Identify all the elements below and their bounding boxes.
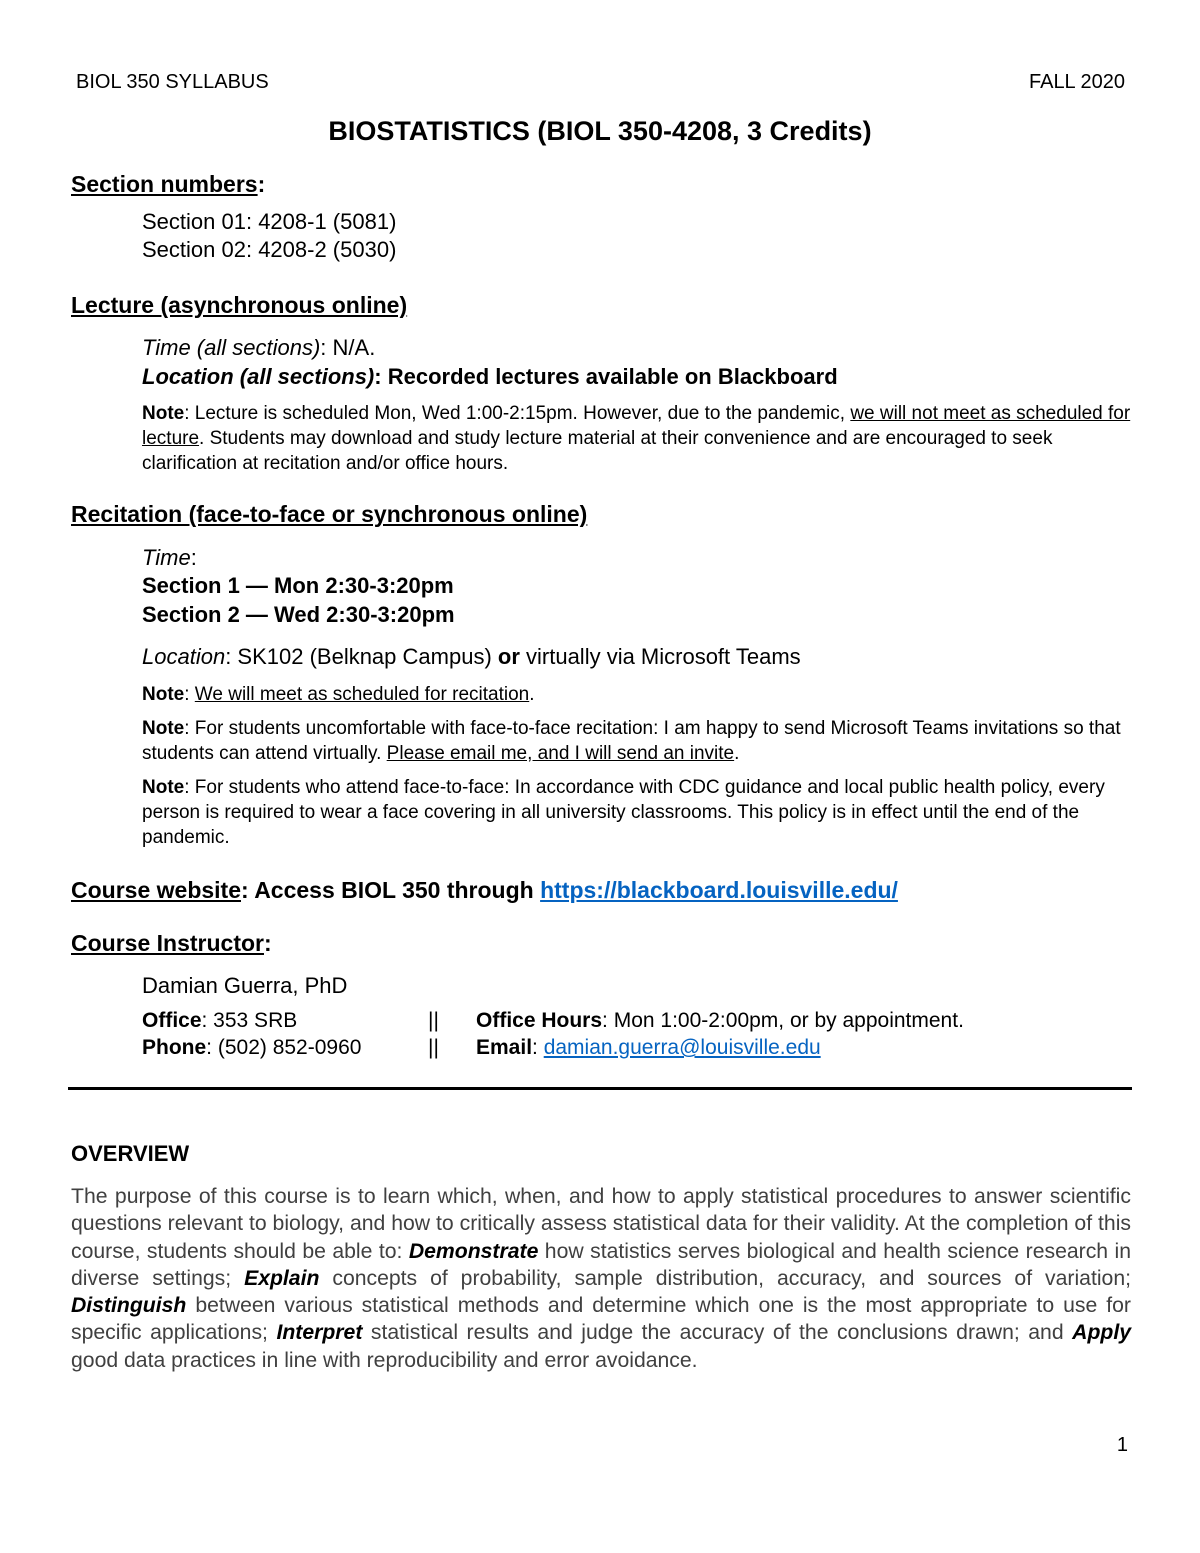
course-instructor-heading: Course Instructor:: [71, 930, 272, 956]
recitation-note-1: Note: We will meet as scheduled for recitation.: [142, 684, 535, 705]
instructor-email: Email: damian.guerra@louisville.edu: [476, 1036, 821, 1059]
overview-heading: OVERVIEW: [71, 1141, 190, 1166]
lecture-location: Location (all sections): Recorded lectures available on Blackboard: [142, 364, 838, 389]
course-website-link[interactable]: https://blackboard.louisville.edu/: [540, 877, 898, 903]
section-numbers-heading: Section numbers:: [71, 171, 266, 197]
recitation-location: Location: SK102 (Belknap Campus) or virtually via Microsoft Teams: [142, 644, 801, 669]
recitation-time-label: Time:: [142, 545, 197, 570]
recitation-section-2: Section 2 — Wed 2:30-3:20pm: [142, 602, 455, 627]
instructor-name: Damian Guerra, PhD: [142, 973, 348, 998]
section-number-item: Section 01: 4208-1 (5081): [142, 209, 397, 234]
page-title: BIOSTATISTICS (BIOL 350-4208, 3 Credits): [328, 116, 872, 146]
section-number-item: Section 02: 4208-2 (5030): [142, 237, 397, 262]
recitation-note-3: Note: For students who attend face-to-face: In accordance with CDC guidance and local public health policy, every person is required to wear a face covering in all university classrooms. This policy is in effect until the end of the pandemic.: [142, 777, 1105, 848]
lecture-time: Time (all sections): N/A.: [142, 335, 376, 360]
section-divider: [68, 1087, 1132, 1090]
lecture-heading: Lecture (asynchronous online): [71, 292, 408, 318]
page-number: 1: [1116, 1434, 1128, 1456]
instructor-office: Office: 353 SRB: [142, 1009, 298, 1032]
header-term-label: FALL 2020: [1028, 71, 1125, 93]
instructor-email-link[interactable]: damian.guerra@louisville.edu: [543, 1036, 821, 1059]
contact-separator: ||: [428, 1036, 439, 1059]
recitation-heading: Recitation (face-to-face or synchronous online): [71, 501, 588, 527]
recitation-note-2: Note: For students uncomfortable with face-to-face recitation: I am happy to send Microsoft Teams invitations so that students can attend virtually. Please email me, and I will send an invite.: [142, 718, 1121, 764]
contact-separator: ||: [428, 1009, 439, 1032]
instructor-office-hours: Office Hours: Mon 1:00-2:00pm, or by appointment.: [476, 1009, 964, 1032]
course-website-line: Course website: Access BIOL 350 through https://blackboard.louisville.edu/: [71, 877, 898, 903]
header-course-label: BIOL 350 SYLLABUS: [76, 71, 269, 93]
instructor-phone: Phone: (502) 852-0960: [142, 1036, 362, 1059]
overview-paragraph: The purpose of this course is to learn which, when, and how to apply statistical procedures to answer scientific questions relevant to biology, and how to critically assess statistical data for their validity. At the completion of this course, students should be able to: Demonstrate how statistics serves biological and health science research in diverse settings; Explain concepts of probability, sample distribution, accuracy, and sources of variation; Distinguish between various statistical methods and determine which one is the most appropriate to use for specific applications; Interpret statistical results and judge the accuracy of the conclusions drawn; and Apply good data practices in line with reproducibility and error avoidance.: [71, 1185, 1132, 1372]
recitation-section-1: Section 1 — Mon 2:30-3:20pm: [142, 573, 454, 598]
lecture-note: Note: Lecture is scheduled Mon, Wed 1:00-2:15pm. However, due to the pandemic, we will not meet as scheduled for lecture. Students may download and study lecture material at their convenience and are encouraged to seek clarification at recitation and/or office hours.: [142, 403, 1131, 474]
